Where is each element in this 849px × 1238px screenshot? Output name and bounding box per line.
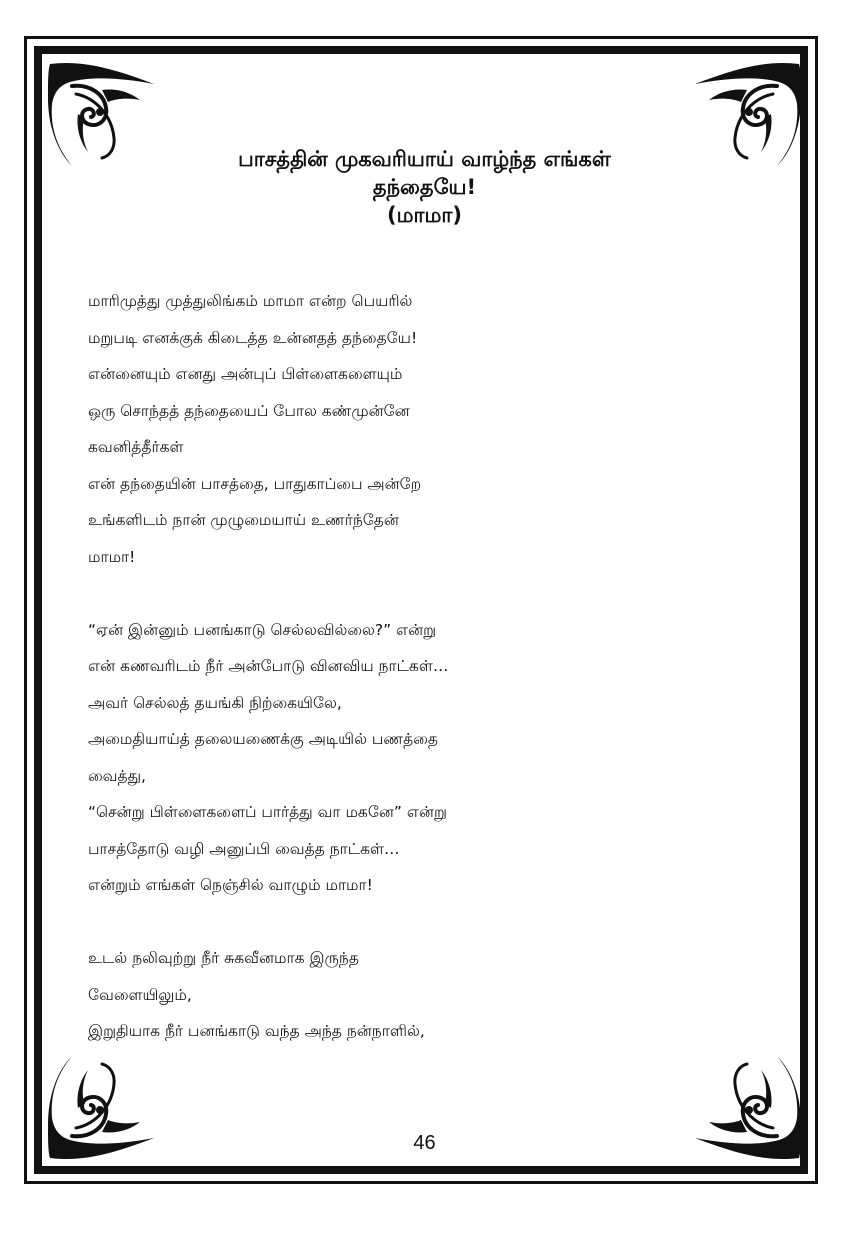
poem-line: “சென்று பிள்ளைகளைப் பார்த்து வா மகனே” என்று	[88, 803, 447, 821]
stanza	[88, 287, 728, 579]
poem-line: பாசத்தோடு வழி அனுப்பி வைத்த நாட்கள்…	[88, 839, 400, 858]
poem-line: அவர் செல்லத் தயங்கி நிற்கையிலே,	[88, 693, 342, 712]
poem-line: இறுதியாக நீர் பனங்காடு வந்த அந்த நன்நாளில்,	[88, 1022, 425, 1040]
page-number: 46	[413, 1132, 436, 1154]
title-subtitle: (மாமா)	[387, 203, 462, 227]
poem-line: மாமா!	[88, 547, 136, 566]
stanza-gap	[88, 579, 728, 616]
poem-line: உடல் நலிவுற்று நீர் சுகவீனமாக இருந்த	[88, 949, 359, 967]
poem-line: உங்களிடம் நான் முழுமையாய் உணர்ந்தேன்	[88, 511, 399, 529]
stanza	[88, 616, 728, 908]
poem-line: மாரிமுத்து முத்துலிங்கம் மாமா என்ற பெயரில்	[88, 292, 413, 310]
title-line: தந்தையே!	[372, 175, 477, 199]
poem-line: கவனித்தீர்கள்	[88, 438, 184, 456]
poem-body	[88, 287, 728, 1054]
poem-line: என் கணவரிடம் நீர் அன்போடு வினவிய நாட்கள்…	[88, 657, 449, 675]
poem-line: மறுபடி எனக்குக் கிடைத்த உன்னதத் தந்தையே!	[88, 328, 418, 347]
poem-line: என் தந்தையின் பாசத்தை, பாதுகாப்பை அன்றே	[88, 474, 422, 493]
poem-line: என்னையும் எனது அன்புப் பிள்ளைகளையும்	[88, 365, 403, 383]
title-line: பாசத்தின் முகவரியாய் வாழ்ந்த எங்கள்	[238, 147, 611, 171]
poem-line: வேளையிலும்,	[88, 985, 192, 1004]
poem-line: ஒரு சொந்தத் தந்தையைப் போல கண்முன்னே	[88, 401, 410, 420]
stanza	[88, 944, 728, 1054]
poem-line: அமைதியாய்த் தலையணைக்கு அடியில் பணத்தை	[88, 730, 438, 748]
poem-line: “ஏன் இன்னும் பனங்காடு செல்லவில்லை?” என்று	[88, 620, 437, 639]
poem-line: என்றும் எங்கள் நெஞ்சில் வாழும் மாமா!	[88, 876, 373, 894]
stanza-gap	[88, 908, 728, 945]
poem-line: வைத்து,	[88, 766, 146, 785]
poem-title	[120, 145, 729, 229]
